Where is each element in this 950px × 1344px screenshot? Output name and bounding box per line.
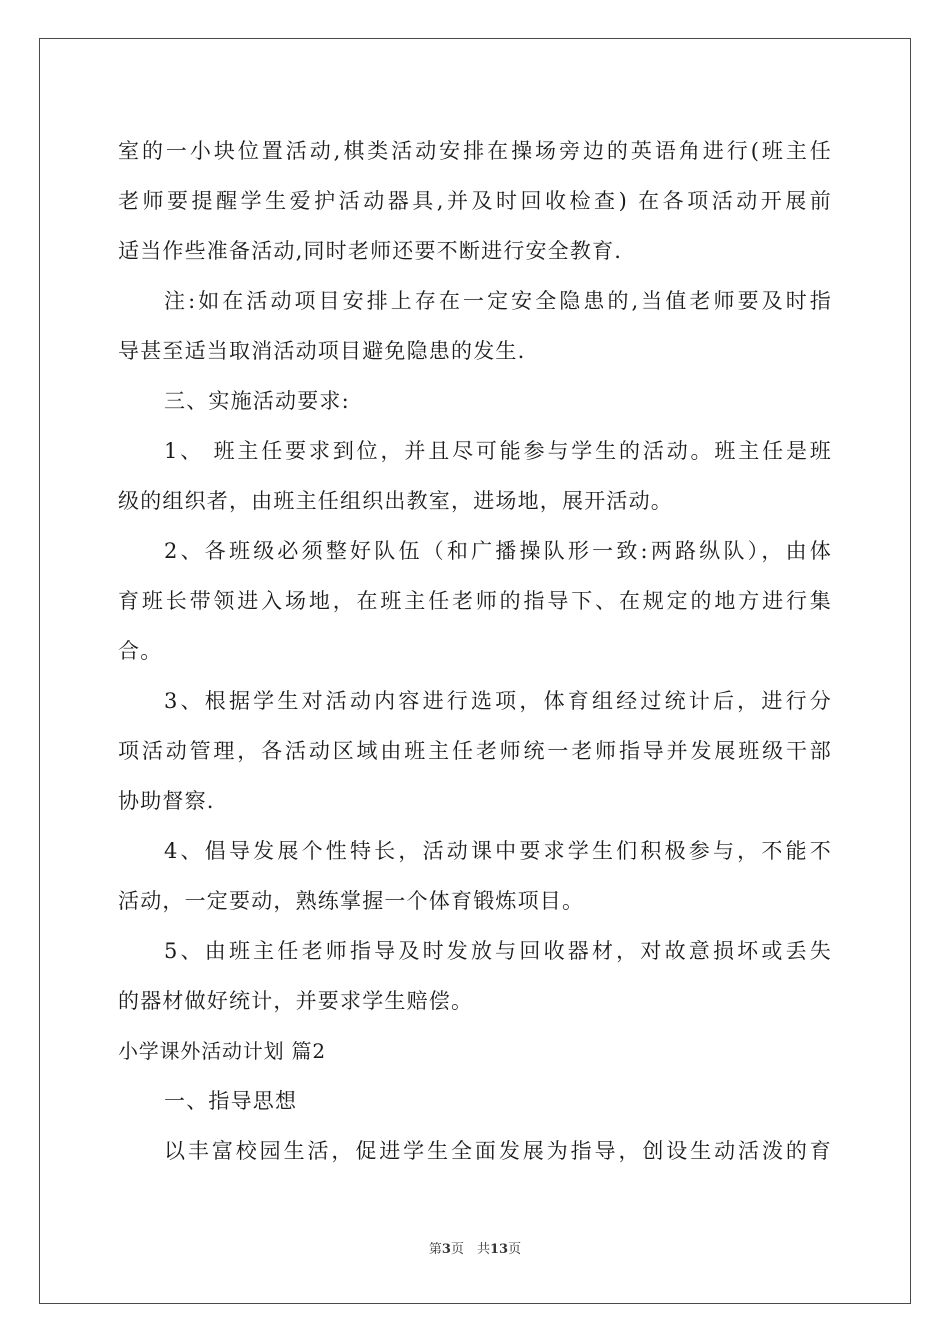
text-line: 5、由班主任老师指导及时发放与回收器材，对故意损坏或丢失 — [164, 939, 832, 963]
page-footer — [0, 1238, 950, 1257]
text-line: 室的一小块位置活动,棋类活动安排在操场旁边的英语角进行(班主任 — [118, 139, 832, 163]
text-line: 活动，一定要动，熟练掌握一个体育锻炼项目。 — [118, 889, 585, 913]
text-line: 育班长带领进入场地，在班主任老师的指导下、在规定的地方进行集 — [118, 589, 832, 613]
text-line: 项活动管理，各活动区域由班主任老师统一老师指导并发展班级干部 — [118, 739, 832, 763]
text-line: 4、倡导发展个性特长，活动课中要求学生们积极参与，不能不 — [164, 839, 832, 863]
page-mid: 页 共 — [450, 1242, 490, 1257]
text-line: 级的组织者，由班主任组织出教室，进场地，展开活动。 — [118, 489, 673, 513]
text-line: 合。 — [118, 639, 163, 663]
text-line: 3、根据学生对活动内容进行选项，体育组经过统计后，进行分 — [164, 689, 832, 713]
text-line: 2、各班级必须整好队伍（和广播操队形一致:两路纵队），由体 — [164, 539, 832, 563]
text-line: 协助督察. — [118, 789, 215, 813]
text-line: 的器材做好统计，并要求学生赔偿。 — [118, 989, 474, 1013]
document-body — [118, 126, 832, 1176]
page-total: 13 — [489, 1242, 509, 1257]
text-line: 导甚至适当取消活动项目避免隐患的发生. — [118, 339, 526, 363]
page-prefix: 第 — [428, 1242, 442, 1257]
section-heading: 一、指导思想 — [164, 1089, 298, 1113]
section-heading: 三、实施活动要求: — [164, 389, 350, 413]
page-current: 3 — [441, 1242, 451, 1257]
text-line: 注:如在活动项目安排上存在一定安全隐患的,当值老师要及时指 — [164, 289, 832, 313]
page-suffix: 页 — [508, 1242, 522, 1257]
article-title: 小学课外活动计划 篇2 — [118, 1039, 326, 1063]
text-line: 1、 班主任要求到位，并且尽可能参与学生的活动。班主任是班 — [164, 439, 832, 463]
text-line: 以丰富校园生活，促进学生全面发展为指导，创设生动活泼的育 — [164, 1139, 832, 1163]
text-line: 老师要提醒学生爱护活动器具,并及时回收检查) 在各项活动开展前 — [118, 189, 832, 213]
text-line: 适当作些准备活动,同时老师还要不断进行安全教育. — [118, 239, 623, 263]
